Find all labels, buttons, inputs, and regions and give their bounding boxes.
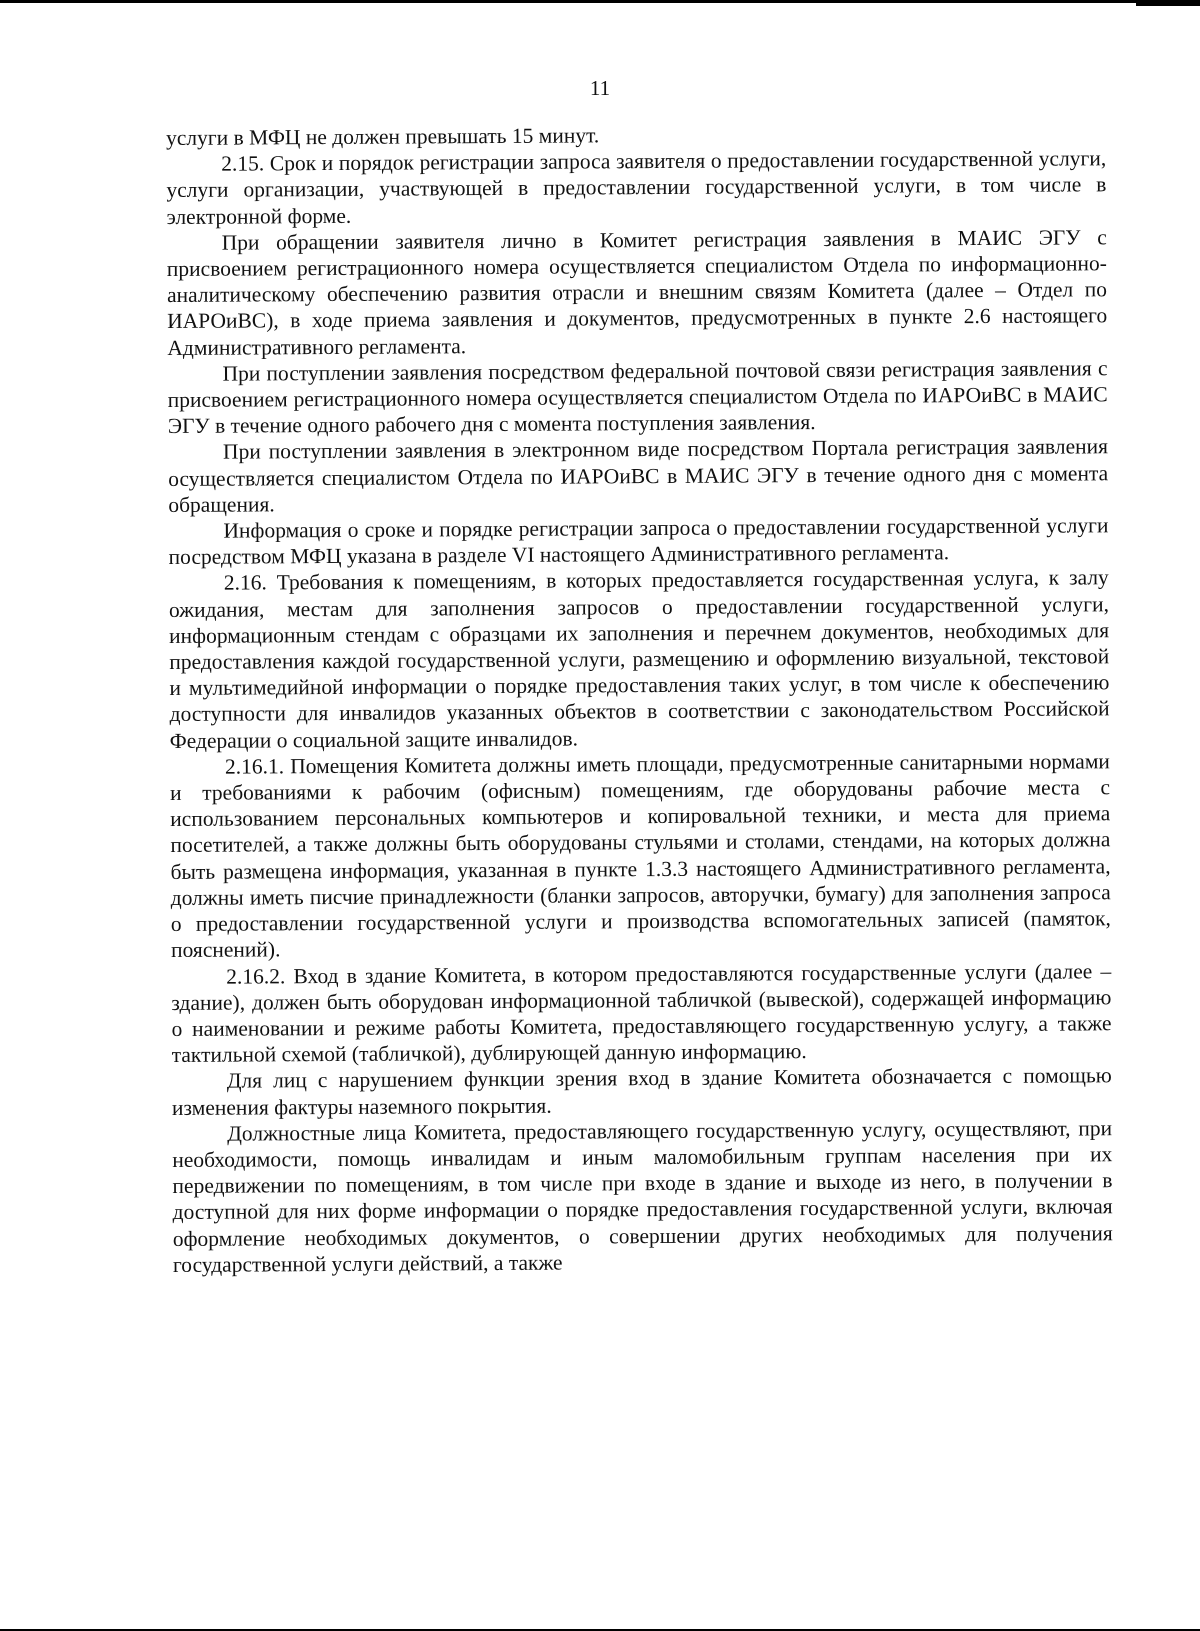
scan-corner-mark [1136,0,1200,6]
page-number: 11 [589,76,611,100]
paragraph-electronic-application: При поступлении заявления в электронном виде посредством Портала регистрация заявления осуществляется специалистом Отдела по ИАРОиВС в МАИС ЭГУ в течение одного дня с момента обращения. [168,434,1109,517]
paragraph-mfc-registration: Информация о сроке и порядке регистрации запроса о предоставлении государственной услуги посредством МФЦ указана в разделе VI настоящего Административного регламента. [168,513,1109,570]
paragraph-personal-application: При обращении заявителя лично в Комитет регистрация заявления в МАИС ЭГУ с присвоением регистрационного номера осуществляется специалистом Отдела по информационно-аналитическому обеспечению развития отрасли и внешним связям Комитета (далее – Отдел по ИАРОиВС), в ходе приема заявления и документов, предусмотренных в пункте 2.6 настоящего Административного регламента. [166,225,1108,360]
paragraph-postal-application: При поступлении заявления посредством федеральной почтовой связи регистрация заявления с присвоением регистрационного номера осуществляется специалистом Отдела по ИАРОиВС в МАИС ЭГУ в течение одного рабочего дня с момента поступления заявления. [167,356,1108,439]
document-body [166,119,1113,1278]
paragraph-officials-assistance: Должностные лица Комитета, предоставляющего государственную услугу, осуществляют, при необходимости, помощь инвалидам и иным маломобильным группам населения при их передвижении по помещениям, в том числе при входе в здание и выходе из него, в получении в доступной для них форме информации о порядке предоставления государственной услуги, включая оформление необходимых документов, о совершении других необходимых для получения государственной услуги действий, а также [172,1115,1113,1277]
paragraph-continuation: услуги в МФЦ не должен превышать 15 минут. [166,123,600,150]
paragraph-vision-impaired: Для лиц с нарушением функции зрения вход в здание Комитета обозначается с помощью изменения фактуры наземного покрытия. [171,1063,1112,1120]
paragraph-2-16-requirements: 2.16. Требования к помещениям, в которых предоставляется государственная услуга, к залу ожидания, местам для заполнения запросов о предоставлении государственной услуги, информационным стендам с образцами их заполнения и перечнем документов, необходимых для предоставления каждой государственной услуги, размещению и оформлению визуальной, текстовой и мультимедийной информации о порядке предоставления таких услуг, в том числе к обеспечению доступности для инвалидов указанных объектов в соответствии с законодательством Российской Федерации о социальной защите инвалидов. [168,565,1110,753]
paragraph-2-16-2-entrance: 2.16.2. Вход в здание Комитета, в котором предоставляются государственные услуги (далее – здание), должен быть оборудован информационной табличкой (вывеской), содержащей информацию о наименовании и режиме работы Комитета, предоставляющего государственную услугу, а также тактильной схемой (табличкой), дублирующей данную информацию. [171,958,1112,1068]
paragraph-2-15-heading: 2.15. Срок и порядок регистрации запроса заявителя о предоставлении государственной услуги, услуги организации, участвующей в предоставлении государственной услуги, в том числе в электронной форме. [166,146,1107,229]
scan-border-top [0,0,1200,3]
paragraph-2-16-1-premises: 2.16.1. Помещения Комитета должны иметь площади, предусмотренные санитарными нормами и требованиями к рабочим (офисным) помещениям, где оборудованы рабочие места с использованием персональных компьютеров и копировальной техники, и места для приема посетителей, а также должны быть оборудованы стульями и столами, стендами, на которых должна быть размещена информация, указанная в пункте 1.3.3 настоящего Административного регламента, должны иметь писчие принадлежности (бланки запросов, авторучки, бумагу) для заполнения запроса о предоставлении государственной услуги и производства вспомогательных записей (памяток, пояснений). [170,749,1111,963]
